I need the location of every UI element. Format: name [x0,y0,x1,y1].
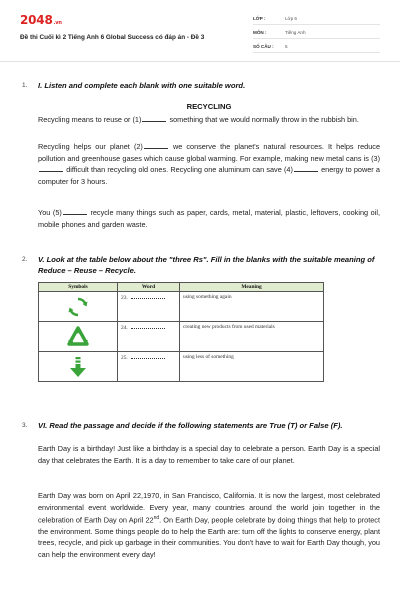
passage-paragraph: Earth Day was born on April 22,1970, in San Francisco, California. It is now the largest, most celebrated environmental event worldwide. Every year, many countries around the world join together in the celebration of Earth Day on April 22nd. On Earth Day, people celebrate by doing things that help to protect the environment. Some things people do to help the Earth are: turn off the lights to conserve energy, plant trees, recycle, and pick up garbage in their communities. You don't have to wait for Earth Day though, you can help the environment every day! [38,491,380,559]
page-header [0,0,400,62]
answer-blank[interactable] [131,324,165,329]
meta-question-count: SỐ CÂU : 5 [253,42,380,53]
answer-blank[interactable] [131,354,165,359]
table-header-row [39,283,324,292]
word-cell[interactable]: 23. [118,292,180,322]
question-instruction: V. Look at the table below about the "three Rs". Fill in the blanks with the suitable meaning of Reduce – Reuse – Recycle. [38,255,375,275]
table-row [39,292,324,322]
three-rs-table [38,282,324,382]
passage-paragraph: Recycling helps our planet (2) we conserve the planet's natural resources. It helps reduce pollution and greenhouse gases which cause global warming. For example, making new metal cans is (3) difficult than recycling old ones. Recycling one aluminum can save (4) energy to power a computer for 3 hours. [38,142,380,186]
recycle-arrows-icon [66,295,90,319]
answer-blank[interactable] [294,166,318,172]
recycle-triangle-icon [66,325,90,349]
passage-title: RECYCLING [186,102,232,111]
passage-paragraph: Earth Day is a birthday! Just like a birthday is a special day to celebrate a person. Earth Day is a special day that celebrates the Earth. It is a day to remember to take care of our planet. [38,444,380,465]
down-arrow-icon [66,355,90,379]
column-header: Meaning [180,283,324,292]
symbol-cell [39,352,118,382]
meta-subject: MÔN : Tiếng Anh [253,28,380,39]
meta-grade: LỚP : Lớp 6 [253,14,380,25]
column-header: Symbols [39,283,118,292]
symbol-cell [39,322,118,352]
answer-blank[interactable] [63,209,87,215]
answer-blank[interactable] [39,166,63,172]
answer-blank[interactable] [144,143,168,149]
site-logo[interactable]: 2048.vn [20,13,62,27]
passage-paragraph: You (5) recycle many things such as paper, cards, metal, material, plastic, leftovers, cooking oil, mobile phones and garden waste. [38,208,380,229]
question-number: 1. [22,82,28,89]
question-number: 3. [22,422,28,429]
document-title: Đề thi Cuối kì 2 Tiếng Anh 6 Global Success có đáp án - Đề 3 [20,34,205,41]
passage-paragraph: Recycling means to reuse or (1) something that we would normally throw in the rubbish bin. [38,115,359,124]
word-cell[interactable]: 25. [118,352,180,382]
table-row [39,352,324,382]
answer-blank[interactable] [142,116,166,122]
question-instruction: I. Listen and complete each blank with one suitable word. [38,81,246,90]
meaning-cell: using something again [180,292,324,322]
symbol-cell [39,292,118,322]
meaning-cell: creating new products from used materials [180,322,324,352]
question-instruction: VI. Read the passage and decide if the following statements are True (T) or False (F). [38,421,343,430]
meaning-cell: using less of something [180,352,324,382]
question-number: 2. [22,256,28,263]
column-header: Word [118,283,180,292]
answer-blank[interactable] [131,294,165,299]
word-cell[interactable]: 24. [118,322,180,352]
table-row [39,322,324,352]
